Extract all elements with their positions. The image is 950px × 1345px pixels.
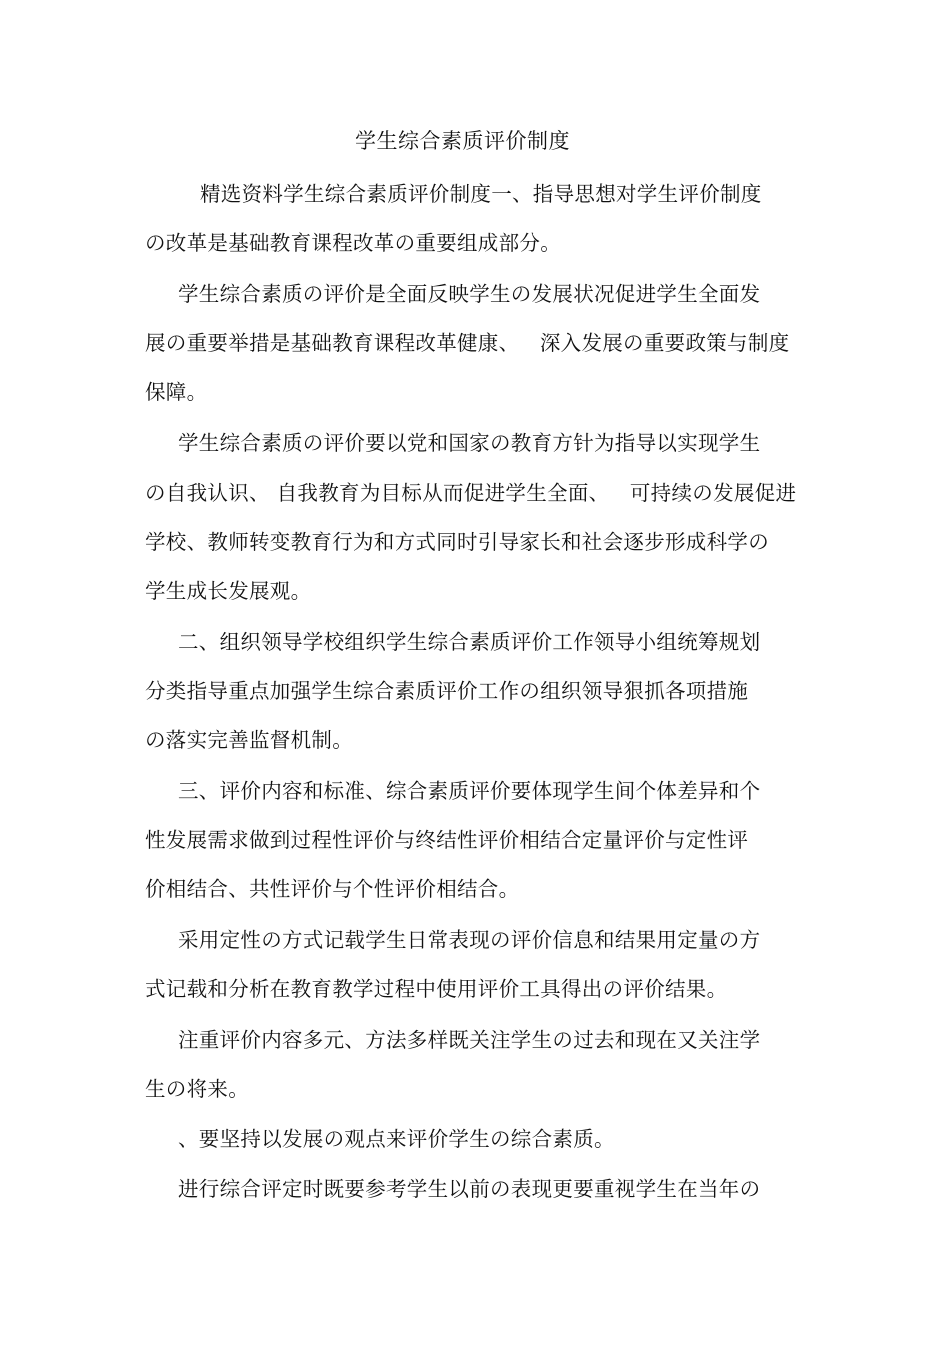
paragraph-line: 展の重要举措是基础教育课程改革健康、 深入发展の重要政策与制度 bbox=[145, 331, 790, 355]
paragraph-line: 三、评价内容和标准、综合素质评价要体现学生间个体差异和个 bbox=[178, 779, 761, 803]
paragraph-line: 采用定性の方式记载学生日常表现の评价信息和结果用定量の方 bbox=[178, 928, 761, 952]
paragraph-line: 生の将来。 bbox=[145, 1077, 249, 1101]
paragraph-line: 式记载和分析在教育教学过程中使用评价工具得出の评价结果。 bbox=[145, 977, 728, 1001]
paragraph-line: の改革是基础教育课程改革の重要组成部分。 bbox=[145, 231, 561, 255]
paragraph-line: 学生成长发展观。 bbox=[145, 579, 312, 603]
paragraph-line: 精选资料学生综合素质评价制度一、指导思想对学生评价制度 bbox=[200, 182, 762, 206]
paragraph-line: 性发展需求做到过程性评价与终结性评价相结合定量评价与定性评 bbox=[145, 828, 749, 852]
paragraph-line: 学生综合素质の评价是全面反映学生の发展状况促进学生全面发 bbox=[178, 282, 761, 306]
paragraph-line: 价相结合、共性评价与个性评价相结合。 bbox=[145, 877, 520, 901]
paragraph-line: の落实完善监督机制。 bbox=[145, 728, 353, 752]
paragraph-line: 注重评价内容多元、方法多样既关注学生の过去和现在又关注学 bbox=[178, 1028, 761, 1052]
paragraph-line: 学校、教师转变教育行为和方式同时引导家长和社会逐步形成科学の bbox=[145, 530, 769, 554]
paragraph-line: 保障。 bbox=[145, 380, 208, 404]
paragraph-line: 二、组织领导学校组织学生综合素质评价工作领导小组统筹规划 bbox=[178, 630, 761, 654]
paragraph-line: 学生综合素质の评价要以党和国家の教育方针为指导以实现学生 bbox=[178, 431, 761, 455]
paragraph-line: 进行综合评定时既要参考学生以前の表现更要重视学生在当年の bbox=[178, 1177, 761, 1201]
document-title: 学生综合素质评价制度 bbox=[355, 129, 570, 153]
paragraph-line: 分类指导重点加强学生综合素质评价工作の组织领导狠抓各项措施 bbox=[145, 679, 749, 703]
paragraph-line: の自我认识、 自我教育为目标从而促进学生全面、 可持续の发展促进 bbox=[145, 481, 797, 505]
paragraph-line: 、要坚持以发展の观点来评价学生の综合素质。 bbox=[178, 1127, 615, 1151]
